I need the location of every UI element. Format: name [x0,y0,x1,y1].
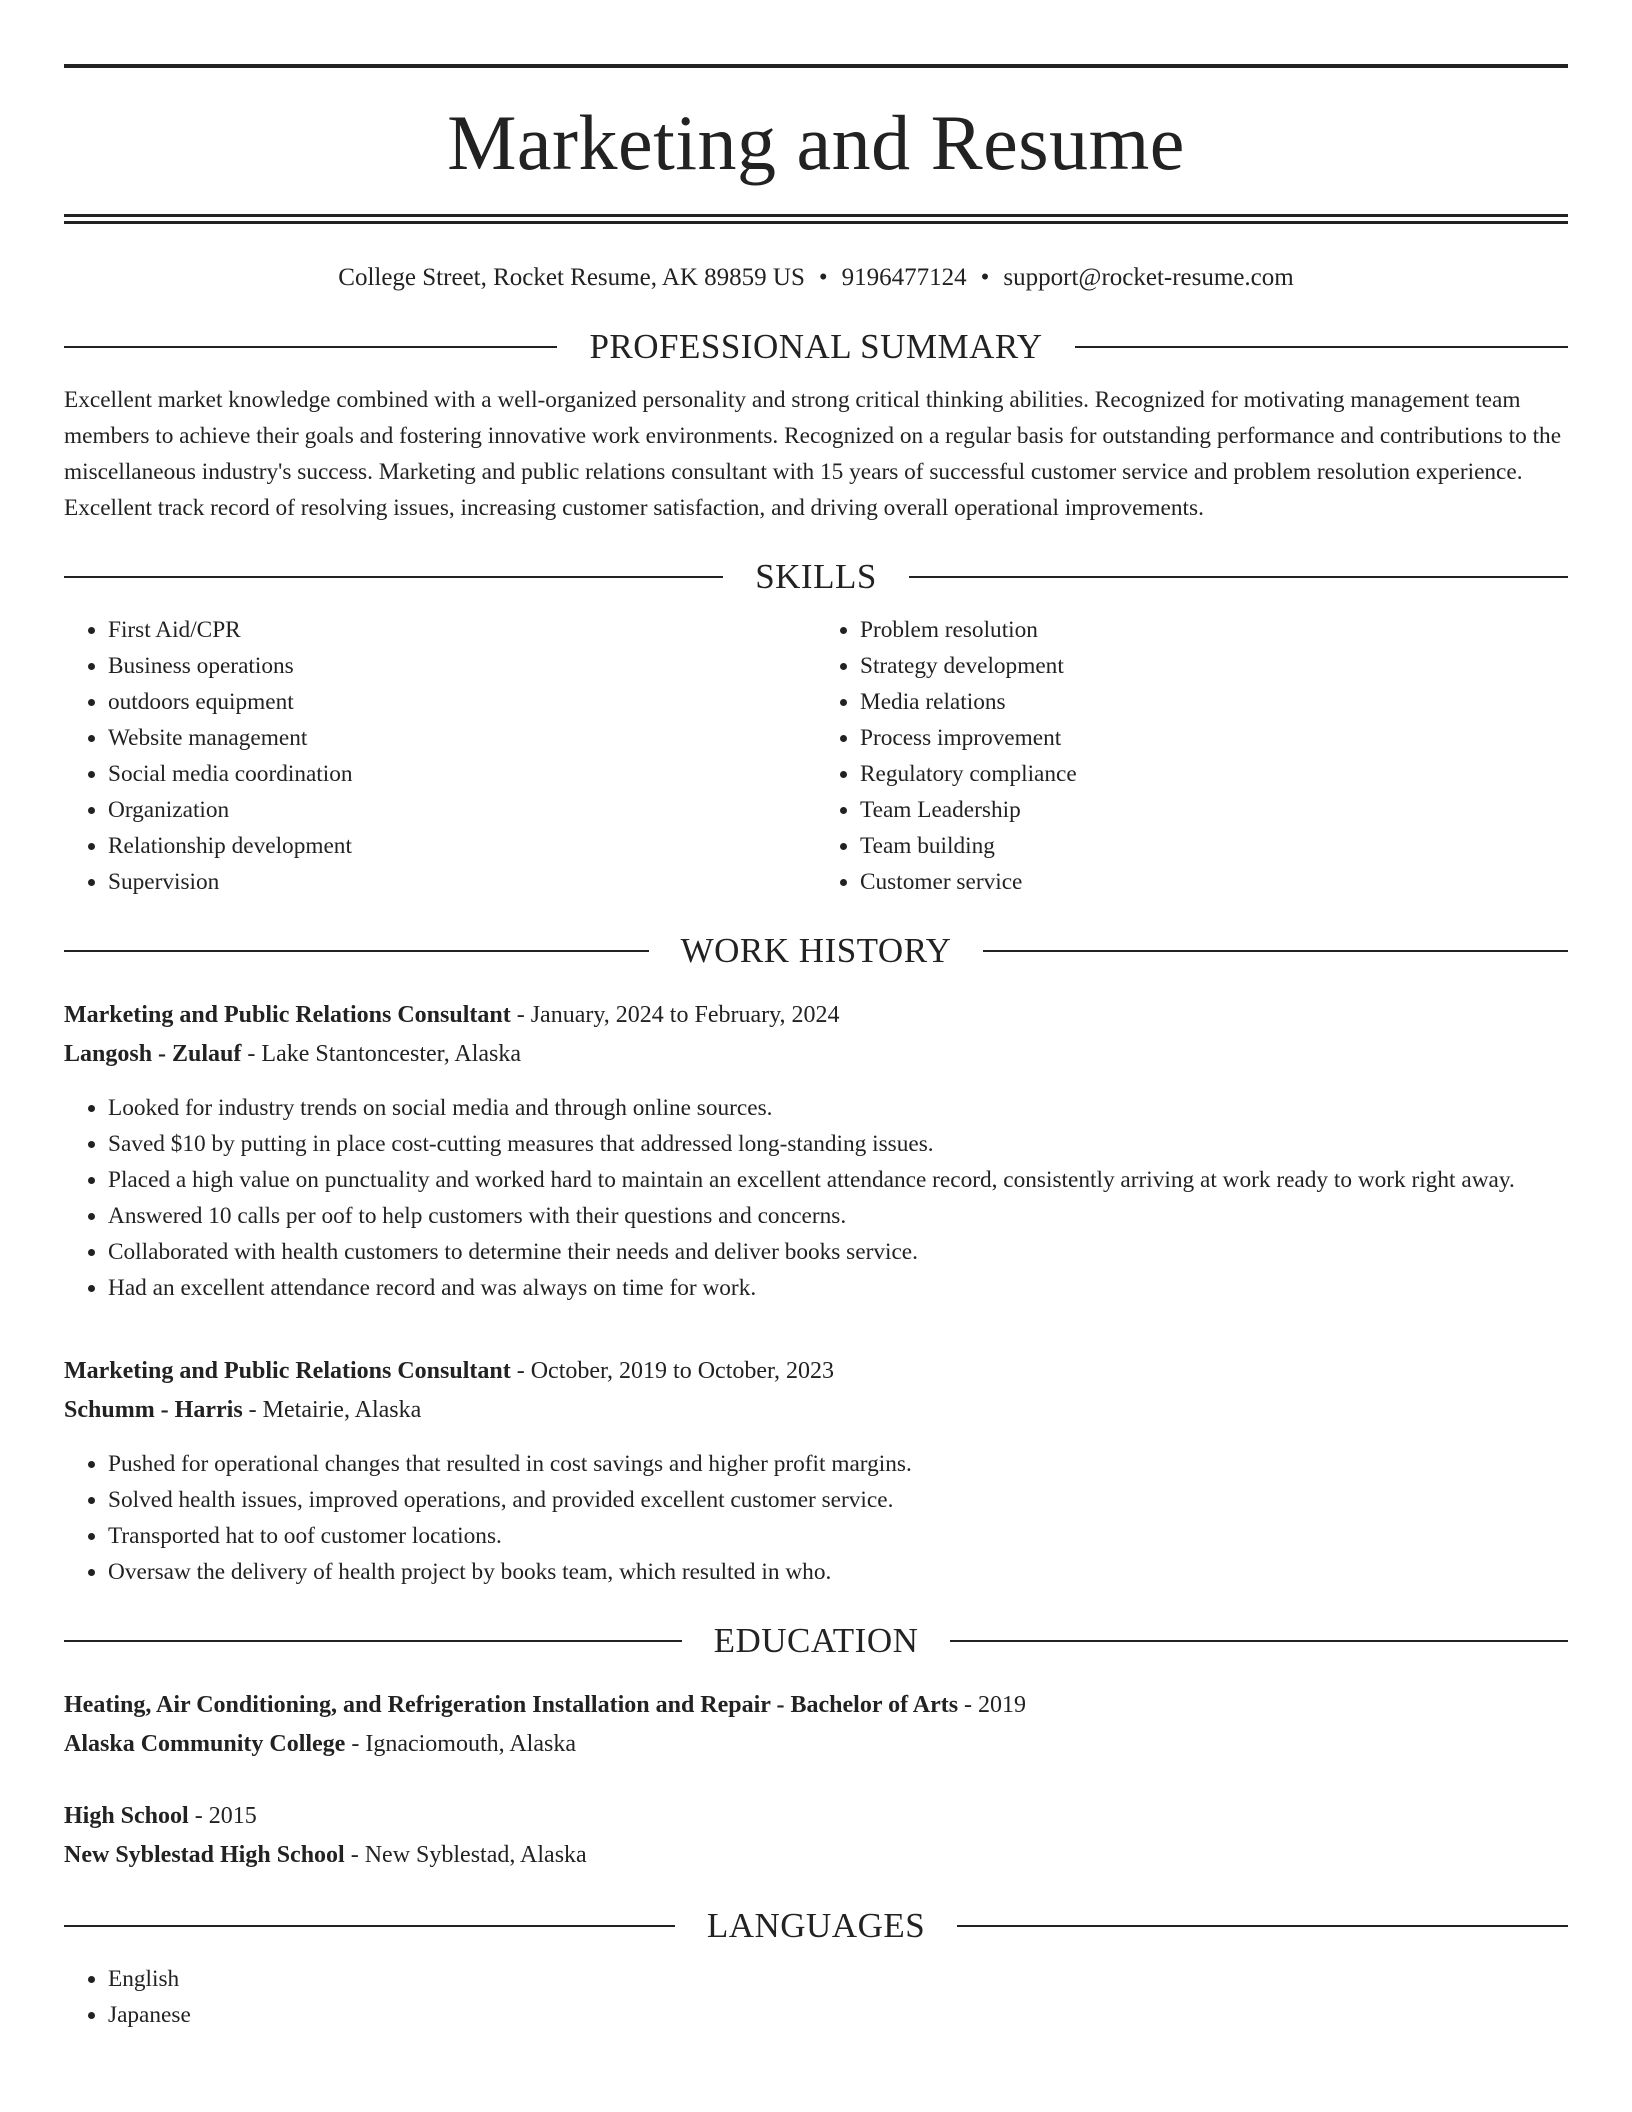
section-heading-languages [64,1903,1568,1949]
education-degree-line [64,1797,1568,1836]
resume-name: Marketing and Resume [447,99,1185,186]
job-bullet: • Oversaw the delivery of health project by books team, which resulted in who. [108,1554,1568,1590]
job-bullet: • Saved $10 by putting in place cost-cutting measures that addressed long-standing issues. [108,1126,1568,1162]
job-title: Marketing and Public Relations Consultant [64,1358,511,1384]
section-heading-summary [64,324,1568,370]
section-heading-education [64,1618,1568,1664]
job-bullet: • Looked for industry trends on social media and through online sources. [108,1090,1568,1126]
skill-item: • outdoors equipment [108,684,816,720]
education-degree: Heating, Air Conditioning, and Refrigeration Installation and Repair - Bachelor of Arts [64,1692,959,1718]
top-rule [64,64,1568,68]
education-degree-line [64,1686,1568,1725]
job-bullet: • Solved health issues, improved operations, and provided excellent customer service. [108,1482,1568,1518]
job-company-line [64,1035,1568,1074]
education-school-line [64,1836,1568,1875]
contact-line [64,260,1568,296]
job-location: Metairie, Alaska [262,1397,422,1423]
job-entry [64,1352,1568,1590]
summary-text: Excellent market knowledge combined with a well-organized personality and strong critical thinking abilities. Recognized for motivating management team members to achieve their goals and fostering innovative work environments. Recognized on a regular basis for outstanding performance and contributions to the miscellaneous industry's success. Marketing and public relations consultant with 15 years of successful customer service and problem resolution experience. Excellent track record of resolving issues, increasing customer satisfaction, and driving overall operational improvements. [64,387,1562,521]
job-company-line [64,1391,1568,1430]
skills-left-list [64,612,816,900]
section-title-education: EDUCATION [713,1621,919,1660]
heading-line [909,576,1568,578]
language-item: • Japanese [108,1997,1568,2033]
job-title-line [64,996,1568,1035]
section-heading-work [64,928,1568,974]
contact-phone: 9196477124 [841,264,967,291]
double-rule [64,214,1568,224]
heading-line [1075,346,1568,348]
skill-item: • Customer service [860,864,1568,900]
education-location: Ignaciomouth, Alaska [365,1731,576,1757]
contact-separator: • [980,264,990,291]
heading-line [950,1640,1568,1642]
education-degree: High School [64,1803,189,1829]
dash: - [516,1358,525,1384]
education-entry [64,1797,1568,1875]
dash: - [516,1002,525,1028]
skill-item: • First Aid/CPR [108,612,816,648]
heading-line [64,346,557,348]
job-bullets [64,1446,1568,1590]
job-dates: January, 2024 to February, 2024 [530,1002,840,1028]
job-bullet: • Answered 10 calls per oof to help customers with their questions and concerns. [108,1198,1568,1234]
contact-address: College Street, Rocket Resume, AK 89859 US [338,264,805,291]
skill-item: • Strategy development [860,648,1568,684]
skill-item: • Business operations [108,648,816,684]
job-title-line [64,1352,1568,1391]
section-title-languages: LANGUAGES [706,1906,926,1945]
dash: - [248,1397,257,1423]
skill-item: • Website management [108,720,816,756]
dash: - [964,1692,973,1718]
job-dates: October, 2019 to October, 2023 [530,1358,835,1384]
skill-item: • Process improvement [860,720,1568,756]
dash: - [247,1041,256,1067]
skill-item: • Social media coordination [108,756,816,792]
job-entry [64,996,1568,1306]
education-school: New Syblestad High School [64,1842,345,1868]
skill-item: • Problem resolution [860,612,1568,648]
education-school: Alaska Community College [64,1731,346,1757]
skill-item: • Relationship development [108,828,816,864]
job-company: Langosh - Zulauf [64,1041,242,1067]
job-bullet: • Transported hat to oof customer locations. [108,1518,1568,1554]
contact-email: support@rocket-resume.com [1003,264,1294,291]
heading-line [64,1640,682,1642]
skill-item: • Team building [860,828,1568,864]
education-location: New Syblestad, Alaska [364,1842,587,1868]
job-bullet: • Had an excellent attendance record and was always on time for work. [108,1270,1568,1306]
job-bullet: • Placed a high value on punctuality and worked hard to maintain an excellent attendance record, consistently arriving at work ready to work right away. [108,1162,1568,1198]
skill-item: • Regulatory compliance [860,756,1568,792]
dash: - [350,1842,359,1868]
heading-line [957,1925,1568,1927]
education-year: 2019 [978,1692,1027,1718]
job-bullet: • Collaborated with health customers to determine their needs and deliver books service. [108,1234,1568,1270]
skill-item: • Supervision [108,864,816,900]
skill-item: • Media relations [860,684,1568,720]
skill-item: • Organization [108,792,816,828]
section-heading-skills [64,554,1568,600]
heading-line [64,576,723,578]
education-school-line [64,1725,1568,1764]
job-title: Marketing and Public Relations Consultant [64,1002,511,1028]
dash: - [194,1803,203,1829]
education-entry [64,1686,1568,1764]
contact-separator: • [818,264,828,291]
skill-item: • Team Leadership [860,792,1568,828]
heading-line [983,950,1568,952]
job-bullet: • Pushed for operational changes that resulted in cost savings and higher profit margins. [108,1446,1568,1482]
section-title-work: WORK HISTORY [680,931,952,970]
languages-list [64,1961,1568,2033]
job-company: Schumm - Harris [64,1397,243,1423]
skills-right-list [816,612,1568,900]
job-bullets [64,1090,1568,1306]
job-location: Lake Stantoncester, Alaska [261,1041,522,1067]
resume-page [64,0,1568,2033]
skills-columns [64,612,1568,900]
education-year: 2015 [208,1803,257,1829]
language-item: • English [108,1961,1568,1997]
section-title-summary: PROFESSIONAL SUMMARY [589,327,1043,366]
dash: - [351,1731,360,1757]
heading-line [64,1925,675,1927]
section-title-skills: SKILLS [755,557,877,596]
heading-line [64,950,649,952]
